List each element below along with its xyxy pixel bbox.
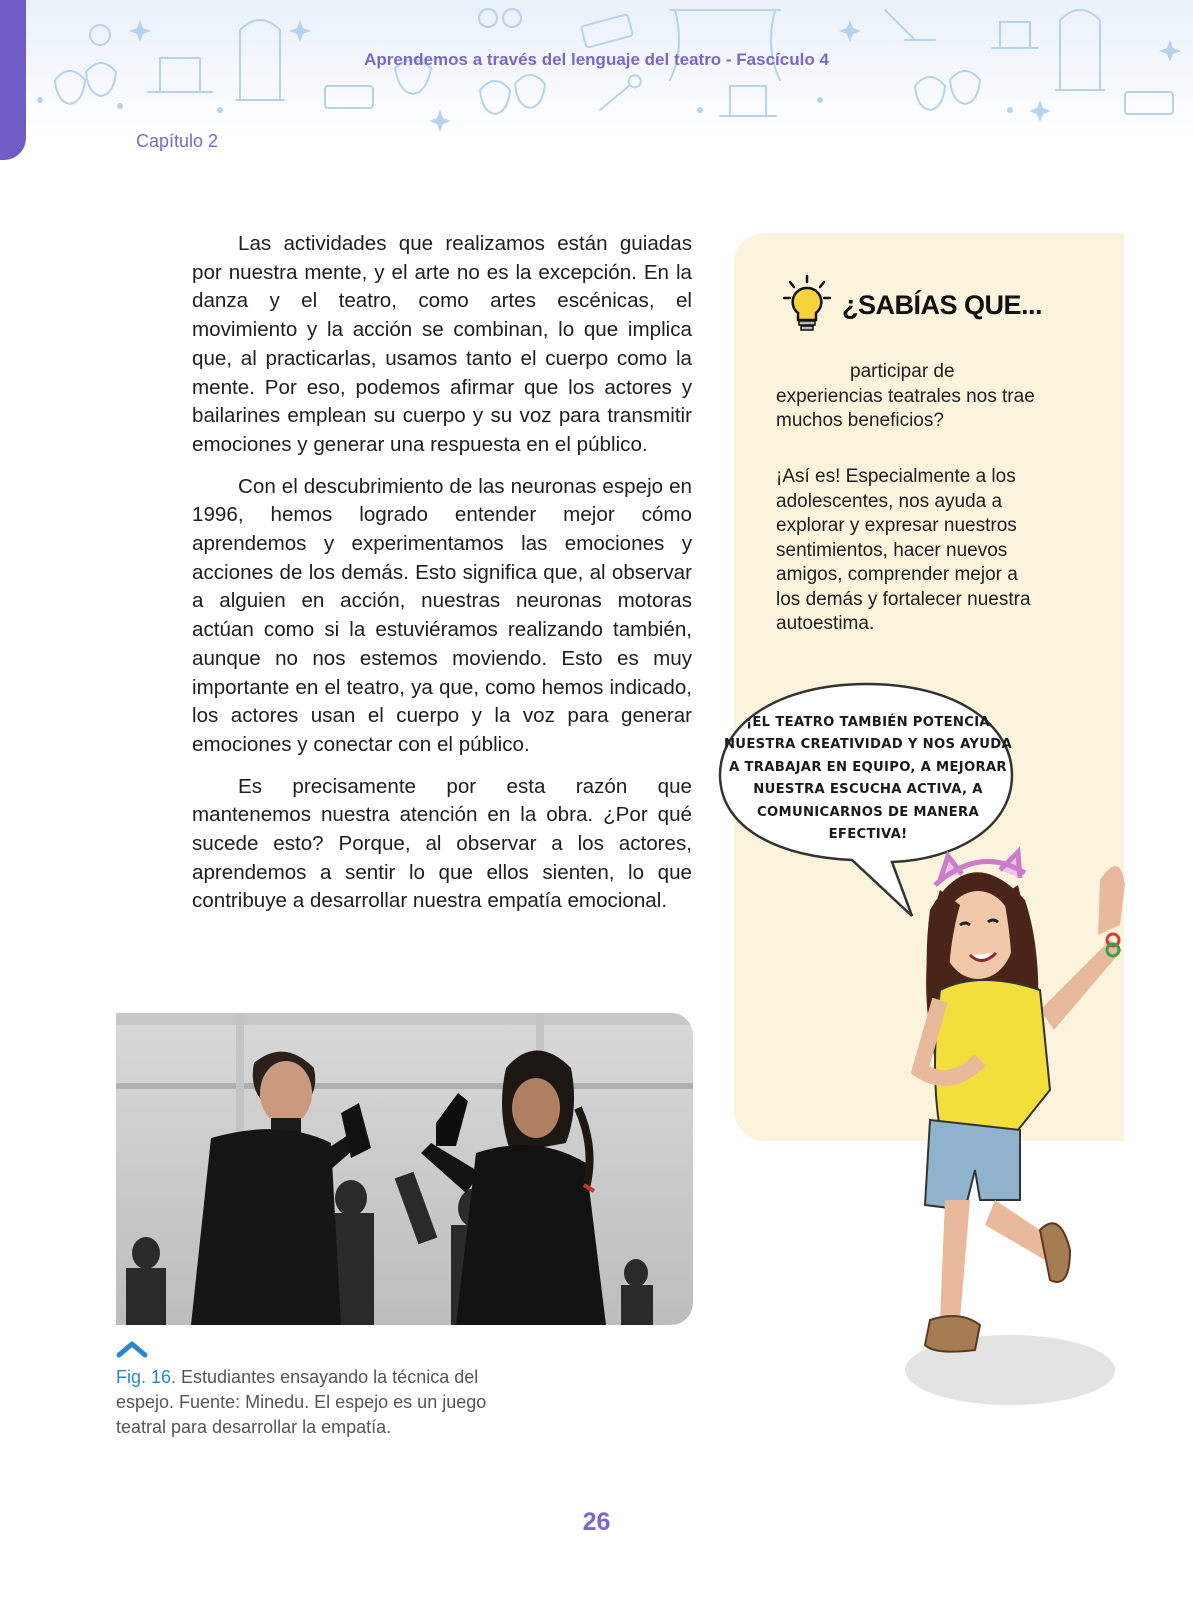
figure-caption-text: Estudiantes ensayando la técnica del espejo. Fuente: Minedu. El espejo es un juego teatral para desarrollar la empatía. bbox=[116, 1367, 487, 1437]
chapter-label: Capítulo 2 bbox=[136, 131, 219, 151]
lightbulb-icon bbox=[780, 272, 834, 332]
chevron-up-icon bbox=[116, 1340, 148, 1358]
dancers-photo bbox=[116, 1013, 693, 1325]
paragraph-1: Las actividades que realizamos están guiadas por nuestra mente, y el arte no es la excepción. En la danza y el teatro, como artes escénicas, el movimiento y la acción se combinan, lo que implica que, al practicarlas, usamos tanto el cuerpo como la mente. Por eso, podemos afirmar que los actores y bailarines emplean su cuerpo y su voz para transmitir emociones y generar una respuesta en el público. bbox=[192, 232, 692, 456]
sidebar-question-rest: experiencias teatrales nos trae muchos beneficios? bbox=[776, 385, 1035, 431]
paragraph-2: Con el descubrimiento de las neuronas espejo en 1996, hemos logrado entender mejor cómo aprendemos y experimentamos las emociones y acciones de los demás. Esto significa que, al observar a alguien en acción, nuestras neuronas motoras actúan como si la estuviéramos realizando también, aunque no nos estemos moviendo. Esto es muy importante en el teatro, ya que, como hemos indicado, los actores usan el cuerpo y la voz para generar emociones y conectar con el público. bbox=[192, 474, 692, 756]
figure-caption bbox=[116, 1365, 496, 1440]
running-title: Aprendemos a través del lenguaje del teatro - Fascículo 4 bbox=[364, 50, 829, 69]
side-tab bbox=[0, 0, 26, 160]
sidebar-title: ¿SABÍAS QUE... bbox=[842, 290, 1043, 320]
sidebar-question bbox=[776, 360, 1046, 434]
body-text bbox=[192, 230, 692, 929]
header-doodle-band bbox=[0, 0, 1193, 140]
figure-label: Fig. 16. bbox=[116, 1367, 177, 1387]
figure-photo bbox=[116, 1013, 693, 1325]
sidebar-question-first: participar de bbox=[850, 361, 955, 382]
page-number: 26 bbox=[582, 1508, 611, 1536]
sidebar-answer: ¡Así es! Especialmente a los adolescentes, nos ayuda a explorar y expresar nuestros sentimientos, hacer nuevos amigos, comprender mejor a los demás y fortalecer nuestra autoestima. bbox=[776, 466, 1031, 634]
speech-bubble-text: ¡EL TEATRO TAMBIÉN POTENCIA NUESTRA CREATIVIDAD Y NOS AYUDA A TRABAJAR EN EQUIPO, A MEJORAR NUESTRA ESCUCHA ACTIVA, A COMUNICARNOS DE MANERA EFECTIVA! bbox=[723, 715, 1013, 843]
girl-illustration bbox=[900, 840, 1150, 1420]
paragraph-3: Es precisamente por esta razón que mantenemos nuestra atención en la obra. ¿Por qué sucede esto? Porque, al observar a los actores, aprendemos a sentir lo que ellos sienten, lo que contribuye a desarrollar nuestra empatía emocional. bbox=[192, 774, 692, 913]
